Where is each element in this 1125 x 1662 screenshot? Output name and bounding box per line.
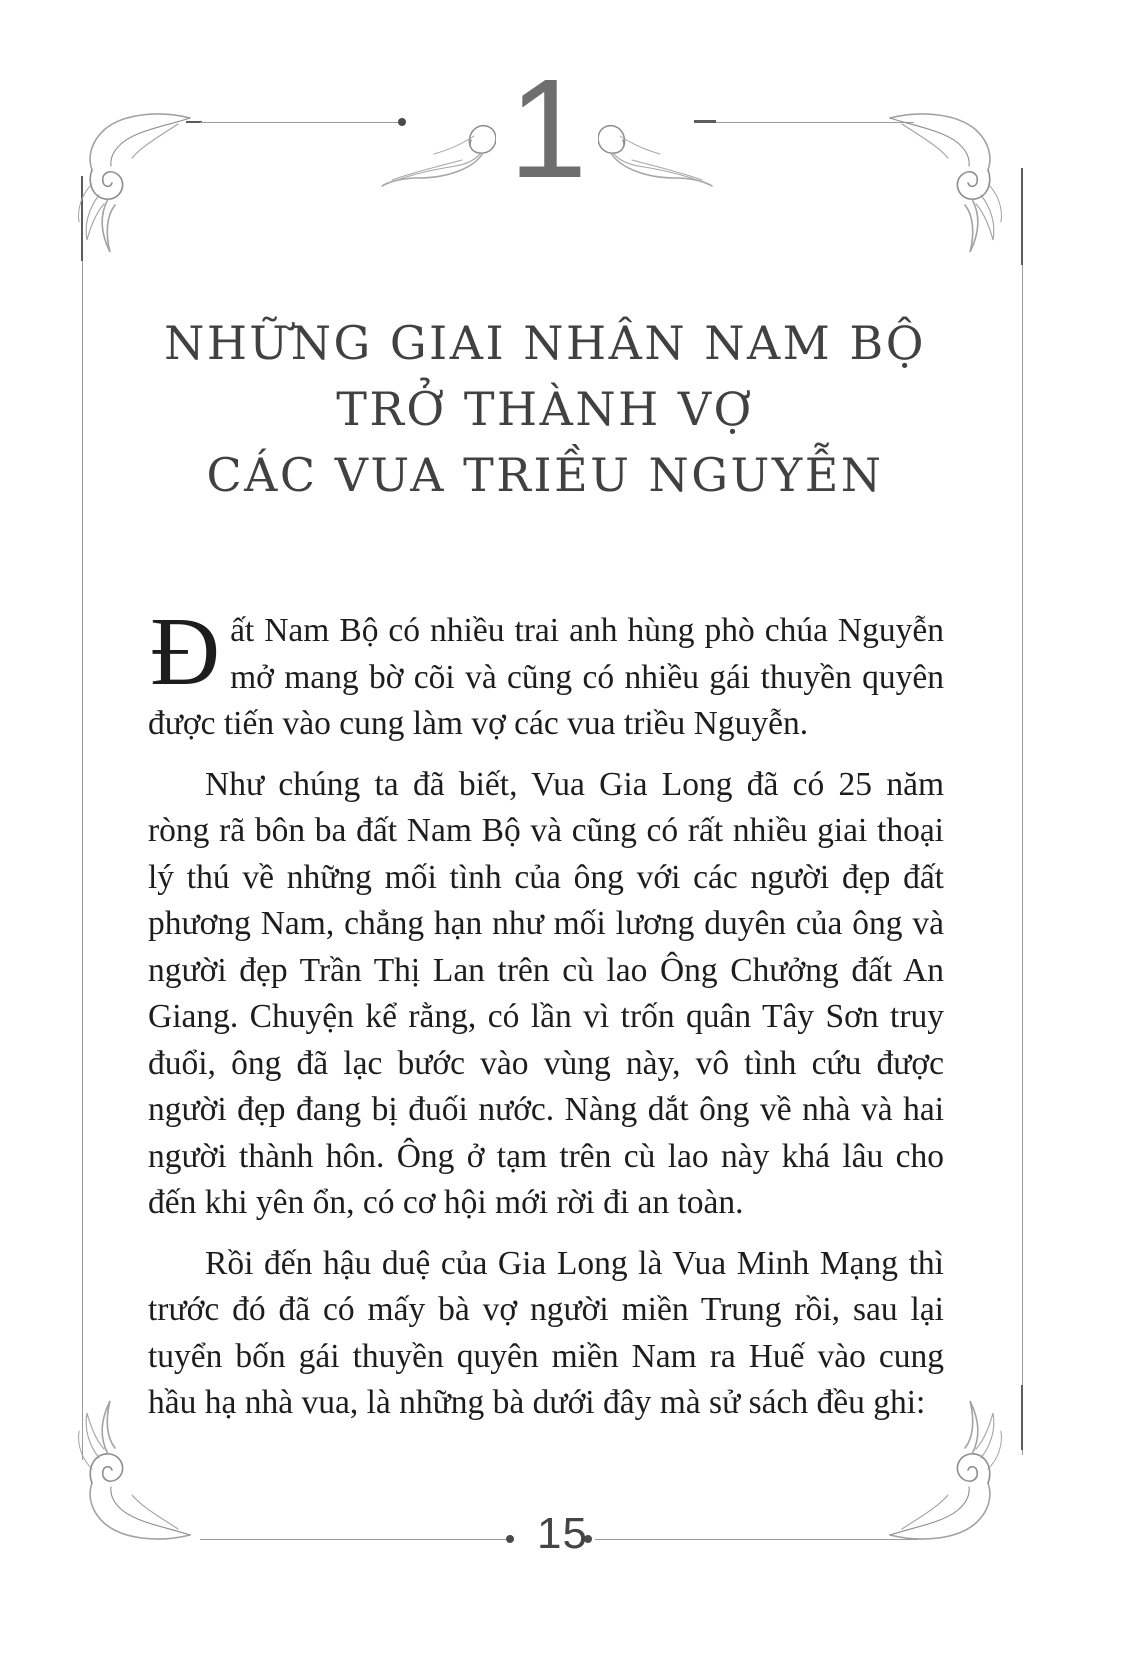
chapter-title-line: CÁC VUA TRIỀU NGUYỄN bbox=[206, 448, 884, 502]
paragraph: Như chúng ta đã biết, Vua Gia Long đã có 25 năm ròng rã bôn ba đất Nam Bộ và cũng có rất nhiều giai thoại lý thú về những mối tình của ông với các người đẹp đất phương Nam, chẳng hạn như mối lương duyên của ông và người đẹp Trần Thị Lan trên cù lao Ông Chưởng đất An Giang. Chuyện kể rằng, có lần vì trốn quân Tây Sơn truy đuổi, ông đã lạc bước vào vùng này, vô tình cứu được người đẹp đang bị đuối nước. Nàng dắt ông về nhà và hai người thành hôn. Ông ở tạm trên cù lao này khá lâu cho đến khi yên ổn, có cơ hội mới rời đi an toàn. bbox=[148, 765, 944, 1221]
paragraph-text: ất Nam Bộ có nhiều trai anh hùng phò chúa Nguyễn mở mang bờ cõi và cũng có nhiều gái thuyền quyên được tiến vào cung làm vợ các vua triều Nguyễn. bbox=[148, 612, 944, 742]
corner-flourish-icon bbox=[72, 110, 192, 255]
chapter-title bbox=[115, 310, 975, 508]
frame-left-line bbox=[82, 176, 83, 1460]
frame-top-right-line bbox=[716, 122, 914, 123]
frame-right-line bbox=[1022, 168, 1023, 1455]
paragraph bbox=[148, 598, 944, 748]
page-number: 15 bbox=[537, 1509, 588, 1558]
chapter-title-line: TRỞ THÀNH VỢ bbox=[336, 382, 754, 436]
paragraph: Rồi đến hậu duệ của Gia Long là Vua Minh Mạng thì trước đó đã có mấy bà vợ người miền Trung rồi, sau lại tuyển bốn gái thuyền quyên miền Nam ra Huế vào cung hầu hạ nhà vua, là những bà dưới đây mà sử sách đều ghi: bbox=[148, 1244, 944, 1421]
corner-flourish-icon bbox=[888, 110, 1008, 255]
drop-cap: Đ bbox=[150, 598, 221, 705]
frame-right-dark-segment-top bbox=[1021, 168, 1023, 265]
chapter-title-line: NHỮNG GIAI NHÂN NAM BỘ bbox=[164, 316, 926, 370]
header-swirl-icon bbox=[598, 116, 716, 188]
chapter-number: 1 bbox=[508, 49, 588, 207]
body-text bbox=[148, 598, 944, 1441]
frame-right-dark-segment-bottom bbox=[1021, 1385, 1023, 1450]
frame-top-left-line bbox=[200, 122, 398, 123]
